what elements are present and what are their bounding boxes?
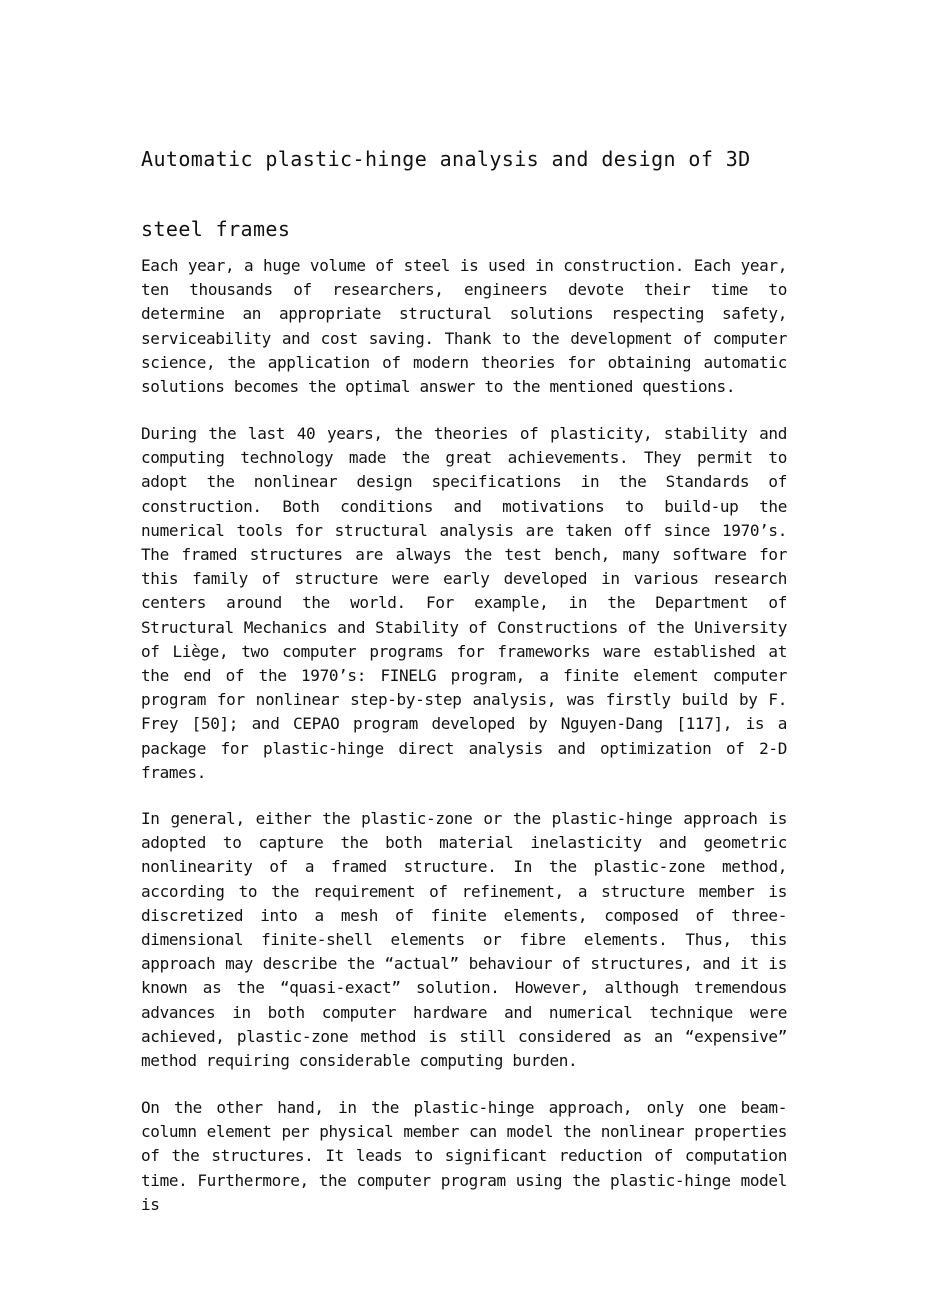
paragraph-3: In general, either the plastic-zone or the plastic-hinge approach is adopted to capture the both material inelasticity and geometric nonlinearity of a framed structure. In the plastic-zone method, according to the requirement of refinement, a structure member is discretized into a mesh of finite elements, composed of three-dimensional finite-shell elements or fibre elements. Thus, this approach may describe the “actual” behaviour of structures, and it is known as the “quasi-exact” solution. However, although tremendous advances in both computer hardware and numerical technique were achieved, plastic-zone method is still considered as an “expensive” method requiring considerable computing burden.: [141, 809, 787, 1071]
document-title: Automatic plastic-hinge analysis and design of 3D steel frames: [141, 147, 751, 241]
paragraph-4: On the other hand, in the plastic-hinge approach, only one beam-column element per physical member can model the nonlinear properties of the structures. It leads to significant reduction of computation time. Furthermore, the computer program using the plastic-hinge model is: [141, 1098, 787, 1214]
paragraph-2: During the last 40 years, the theories of plasticity, stability and computing technology made the great achievements. They permit to adopt the nonlinear design specifications in the Standards of construction. Both conditions and motivations to build-up the numerical tools for structural analysis are taken off since 1970’s. The framed structures are always the test bench, many software for this family of structure were early developed in various research centers around the world. For example, in the Department of Structural Mechanics and Stability of Constructions of the University of Liège, two computer programs for frameworks ware established at the end of the 1970’s: FINELG program, a finite element computer program for nonlinear step-by-step analysis, was firstly build by F. Frey [50]; and CEPAO program developed by Nguyen-Dang [117], is a package for plastic-hinge direct analysis and optimization of 2-D frames.: [141, 424, 787, 782]
paragraph-1: Each year, a huge volume of steel is used in construction. Each year, ten thousands of researchers, engineers devote their time to determine an appropriate structural solutions respecting safety, serviceability and cost saving. Thank to the development of computer science, the application of modern theories for obtaining automatic solutions becomes the optimal answer to the mentioned questions.: [141, 256, 787, 397]
